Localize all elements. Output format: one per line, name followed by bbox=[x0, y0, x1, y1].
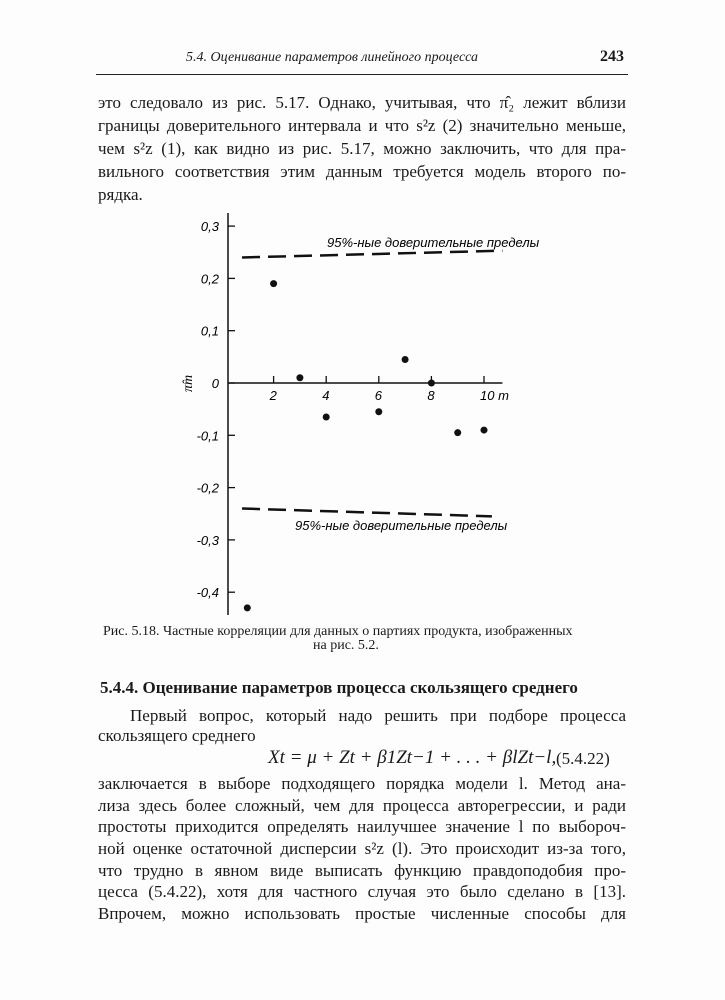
y-tick-label: -0,4 bbox=[196, 585, 219, 601]
page-number: 243 bbox=[600, 48, 624, 65]
figure-caption-cont: на рис. 5.2. bbox=[313, 638, 379, 653]
lower-bound-label: 95%-ные доверительные пределы bbox=[295, 518, 508, 533]
data-point bbox=[244, 604, 251, 611]
x-tick-label: 6 bbox=[374, 388, 383, 403]
text-line: цесса (5.4.22), хотя для частного случая это было сделано в [13]. bbox=[98, 882, 626, 901]
text-line: чем s²z (1), как видно из рис. 5.17, можно заключить, что для пра- bbox=[98, 139, 626, 158]
data-point bbox=[296, 374, 303, 381]
text-line: лиза здесь более сложный, чем для процесса авторегрессии, и ради bbox=[98, 796, 626, 815]
text-line: Впрочем, можно использовать простые численные способы для bbox=[98, 904, 626, 923]
data-point bbox=[481, 427, 488, 434]
text-line: это следовало из рис. 5.17. Однако, учитывая, что π̂₂ лежит вблизи bbox=[98, 93, 626, 112]
running-title: 5.4. Оценивание параметров линейного процесса bbox=[186, 50, 479, 65]
x-tick-label: 4 bbox=[322, 388, 330, 403]
text-line: рядка. bbox=[98, 185, 143, 204]
equation-number: (5.4.22) bbox=[556, 749, 610, 768]
confidence-bound-upper bbox=[242, 251, 502, 258]
y-tick-label: -0,2 bbox=[196, 480, 219, 496]
y-tick-label: 0 bbox=[211, 376, 219, 391]
text-line: вильного соответствия этим данным требуется модель второго по- bbox=[98, 162, 626, 181]
x-tick-label: 10 m bbox=[480, 388, 509, 403]
data-point bbox=[402, 356, 409, 363]
data-point bbox=[270, 280, 277, 287]
data-point bbox=[375, 408, 382, 415]
text-line: простоты приходится определять наилучшее значение l по выбороч- bbox=[98, 817, 626, 836]
text-line: границы доверительного интервала и что s²z (2) значительно меньше, bbox=[98, 116, 626, 135]
y-tick-label: -0,3 bbox=[196, 532, 219, 548]
y-tick-label: -0,1 bbox=[196, 428, 219, 444]
text-line: ной оценке остаточной дисперсии s²z (l). Это происходит из-за того, bbox=[98, 839, 626, 858]
y-tick-label: 0,1 bbox=[200, 323, 219, 339]
data-point bbox=[454, 429, 461, 436]
text-line: Первый вопрос, который надо решить при подборе процесса bbox=[130, 706, 626, 725]
upper-bound-label: 95%-ные доверительные пределы bbox=[327, 235, 540, 250]
y-tick-label: 0,3 bbox=[200, 219, 219, 235]
figure-caption: Рис. 5.18. Частные корреляции для данных о партиях продукта, изображенных bbox=[103, 624, 573, 639]
text-line: скользящего среднего bbox=[98, 726, 256, 745]
y-axis-label: π̂m bbox=[181, 374, 196, 392]
data-point bbox=[323, 413, 330, 420]
section-heading: 5.4.4. Оценивание параметров процесса скользящего среднего bbox=[100, 678, 578, 697]
text-line: что трудно в явном виде выписать функцию правдоподобия про- bbox=[98, 861, 626, 880]
confidence-bound-lower bbox=[242, 509, 492, 517]
equation: Xt = μ + Zt + β1Zt−1 + . . . + βlZt−l, bbox=[268, 747, 557, 768]
text-line: заключается в выборе подходящего порядка модели l. Метод ана- bbox=[98, 774, 626, 793]
y-tick-label: 0,2 bbox=[200, 271, 219, 287]
data-point bbox=[428, 380, 435, 387]
x-tick-label: 2 bbox=[269, 388, 277, 403]
x-tick-label: 8 bbox=[427, 388, 435, 403]
